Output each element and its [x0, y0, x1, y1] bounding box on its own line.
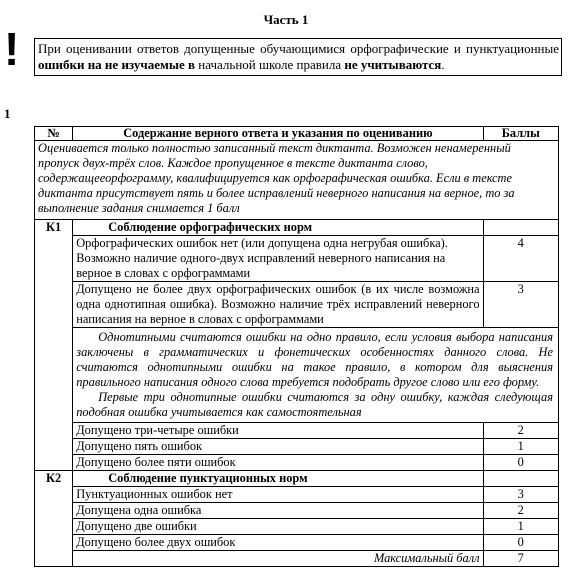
k2-spacer — [35, 535, 73, 551]
note-text-1: При оценивании ответов допущенные обучающимися орфографические и пунктуационные — [38, 41, 559, 56]
k1-row5-text: Допущено более пяти ошибок — [73, 455, 483, 471]
criterion-k1-row — [35, 220, 559, 236]
note-bold-2: не учитываются — [344, 57, 442, 72]
k2-title: Соблюдение пунктуационных норм — [73, 471, 483, 487]
table-row — [35, 487, 559, 503]
k2-row3-score: 1 — [483, 519, 558, 535]
header-content: Содержание верного ответа и указания по оцениванию — [73, 127, 483, 141]
k2-row2-score: 2 — [483, 503, 558, 519]
table-row — [35, 455, 559, 471]
k2-spacer — [35, 551, 73, 567]
k1-spacer — [35, 423, 73, 439]
k2-row1-text: Пунктуационных ошибок нет — [73, 487, 483, 503]
k1-spacer — [35, 439, 73, 455]
k1-title-score — [483, 220, 558, 236]
k2-title-score — [483, 471, 558, 487]
k2-spacer — [35, 487, 73, 503]
max-score-row — [35, 551, 559, 567]
k1-row4-text: Допущено пять ошибок — [73, 439, 483, 455]
k2-row3-text: Допущено две ошибки — [73, 519, 483, 535]
criterion-k2-row — [35, 471, 559, 487]
k1-row2-text: Допущено не более двух орфографических ошибок (в их числе возможна одна однотипная ошибка). Возможно наличие трёх исправлений неверного написания на верное в словах с орфограммами — [73, 282, 483, 328]
k1-row5-score: 0 — [483, 455, 558, 471]
grading-note — [34, 38, 562, 76]
note-text-2: начальной школе правила — [195, 57, 345, 72]
max-score-value: 7 — [483, 551, 558, 567]
header-number: № — [35, 127, 73, 141]
question-number: 1 — [4, 106, 11, 121]
note-bold-1: ошибки на не изучаемые в — [38, 57, 196, 72]
table-row — [35, 503, 559, 519]
table-row — [35, 236, 559, 282]
note-text-3: . — [441, 57, 445, 72]
k1-spacer — [35, 236, 73, 282]
k2-row4-text: Допущено более двух ошибок — [73, 535, 483, 551]
k1-title: Соблюдение орфографических норм — [73, 220, 483, 236]
table-row — [35, 439, 559, 455]
grading-table — [34, 126, 559, 567]
max-score-label: Максимальный балл — [73, 551, 483, 567]
intro-row — [35, 141, 559, 220]
table-row — [35, 519, 559, 535]
k1-row4-score: 1 — [483, 439, 558, 455]
k1-spacer — [35, 455, 73, 471]
table-header-row — [35, 127, 559, 141]
k1-spacer — [35, 282, 73, 328]
k1-note — [73, 328, 559, 423]
table-row — [35, 423, 559, 439]
k1-row1-text: Орфографических ошибок нет (или допущена одна негрубая ошибка). Возможно наличие одного-двух исправлений неверного написания на верное в словах с орфограммами — [73, 236, 483, 282]
k1-note-p1: Однотипными считаются ошибки на одно правило, если условия выбора написания заключены в грамматических и фонетических особенностях данного слова. Не считаются однотипными ошибки на такое правило, в котором для выяснения правильного написания одного слова требуется подобрать другое слово или его форму. — [76, 330, 553, 389]
k1-row2-score: 3 — [483, 282, 558, 328]
table-row — [35, 282, 559, 328]
k1-row3-score: 2 — [483, 423, 558, 439]
k1-row3-text: Допущено три-четыре ошибки — [73, 423, 483, 439]
k2-row1-score: 3 — [483, 487, 558, 503]
k1-note-row — [35, 328, 559, 423]
k1-note-p2: Первые три однотипные ошибки считаются за одну ошибку, каждая следующая подобная ошибка учитывается как самостоятельная — [76, 390, 553, 419]
header-score: Баллы — [483, 127, 558, 141]
intro-text: Оценивается только полностью записанный текст диктанта. Возможен ненамеренный пропуск двух-трёх слов. Каждое пропущенное в тексте диктанта слово, содержащееорфограмму, квалифицируется как орфографическая ошибка. Если в тексте диктанта присутствует пять и более исправлений неверного написания на верное, то за выполнение задания снимается 1 балл — [35, 141, 559, 220]
k2-spacer — [35, 519, 73, 535]
k2-row4-score: 0 — [483, 535, 558, 551]
k1-code: К1 — [35, 220, 73, 236]
k2-row2-text: Допущена одна ошибка — [73, 503, 483, 519]
k1-row1-score: 4 — [483, 236, 558, 282]
k2-code: К2 — [35, 471, 73, 487]
k2-spacer — [35, 503, 73, 519]
k1-spacer — [35, 328, 73, 423]
table-row — [35, 535, 559, 551]
part-title: Часть 1 — [263, 12, 309, 27]
exclamation-icon: ! — [4, 23, 20, 75]
